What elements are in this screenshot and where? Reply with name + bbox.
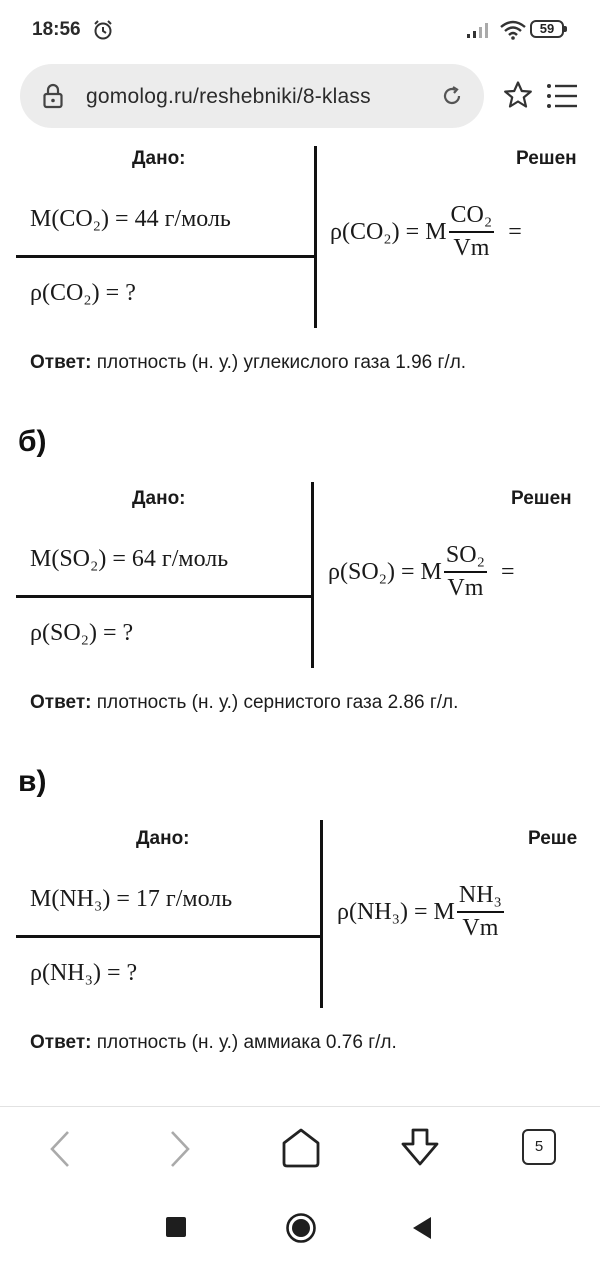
given-divider [16,255,315,258]
given-question: ρ(SO₂) = ? [30,620,134,646]
address-bar[interactable] [20,64,484,128]
given-molar-mass: M(NH₃) = 17 г/моль [30,886,233,912]
fraction [444,542,487,602]
given-question: ρ(CO₂) = ? [30,280,136,306]
fraction [449,202,495,262]
answer-label: Ответ: [30,692,92,713]
answer-text: плотность (н. у.) углекислого газа 1.96 г/л. [91,352,467,373]
problem-b [0,470,600,730]
table-divider [311,482,314,668]
fraction-numerator: CO₂ [450,202,493,228]
answer-text: плотность (н. у.) сернистого газа 2.86 г/л. [91,692,459,713]
solution-heading: Решен [516,148,577,169]
given-heading: Дано: [132,488,186,509]
solution-lhs: ρ(NH₃) = M [337,898,455,925]
problem-a [0,130,600,390]
given-heading: Дано: [136,828,190,849]
status-bar [0,0,600,60]
lock-icon [42,83,64,109]
solution-lhs: ρ(SO₂) = M [328,558,442,585]
given-molar-mass: M(SO₂) = 64 г/моль [30,546,229,572]
home-icon[interactable] [280,1127,322,1169]
signal-icon [466,22,492,38]
fraction-denominator: Vm [453,235,490,261]
solution-formula [337,882,518,942]
answer-line [30,1032,397,1054]
reload-icon[interactable] [440,84,464,108]
given-divider [16,595,312,598]
status-time: 18:56 [32,19,81,40]
tabs-icon[interactable] [522,1129,556,1165]
tabs-count: 5 [534,1138,544,1155]
answer-line [30,352,466,374]
given-heading: Дано: [132,148,186,169]
wifi-icon [500,20,526,40]
answer-label: Ответ: [30,1032,92,1053]
page-content [0,130,600,1106]
menu-icon[interactable] [546,83,578,109]
solution-tail: = [500,558,515,585]
back-triangle-icon[interactable] [410,1215,434,1241]
home-circle-icon[interactable] [285,1212,317,1244]
answer-text: плотность (н. у.) аммиака 0.76 г/л. [91,1032,397,1053]
fraction-numerator: SO₂ [445,542,485,568]
fraction-numerator: NH₃ [458,882,502,908]
back-icon[interactable] [46,1129,74,1169]
solution-heading: Реше [528,828,578,849]
star-icon[interactable] [503,80,533,110]
download-icon[interactable] [398,1127,442,1169]
table-divider [320,820,323,1008]
answer-line [30,692,458,714]
given-molar-mass: M(CO₂) = 44 г/моль [30,206,231,232]
solution-tail: = [508,218,522,245]
browser-toolbar [0,1106,600,1191]
forward-icon[interactable] [166,1129,194,1169]
given-question: ρ(NH₃) = ? [30,960,138,986]
battery-icon [530,20,564,38]
recents-icon[interactable] [166,1217,186,1237]
system-navbar [0,1190,600,1267]
given-divider [16,935,321,938]
fraction [457,882,504,942]
solution-heading: Решен [511,488,572,509]
fraction-denominator: Vm [447,575,484,601]
problem-letter-v: в) [18,765,47,798]
battery-level: 59 [539,21,555,36]
problem-letter-b: б) [18,425,47,458]
solution-formula [330,202,522,262]
answer-label: Ответ: [30,352,92,373]
alarm-icon [92,19,114,41]
fraction-denominator: Vm [462,915,499,941]
url-text[interactable]: gomolog.ru/reshebniki/8-klass [86,85,371,108]
table-divider [314,146,317,328]
problem-v [0,810,600,1070]
solution-lhs: ρ(CO₂) = M [330,218,447,245]
solution-formula [328,542,514,602]
